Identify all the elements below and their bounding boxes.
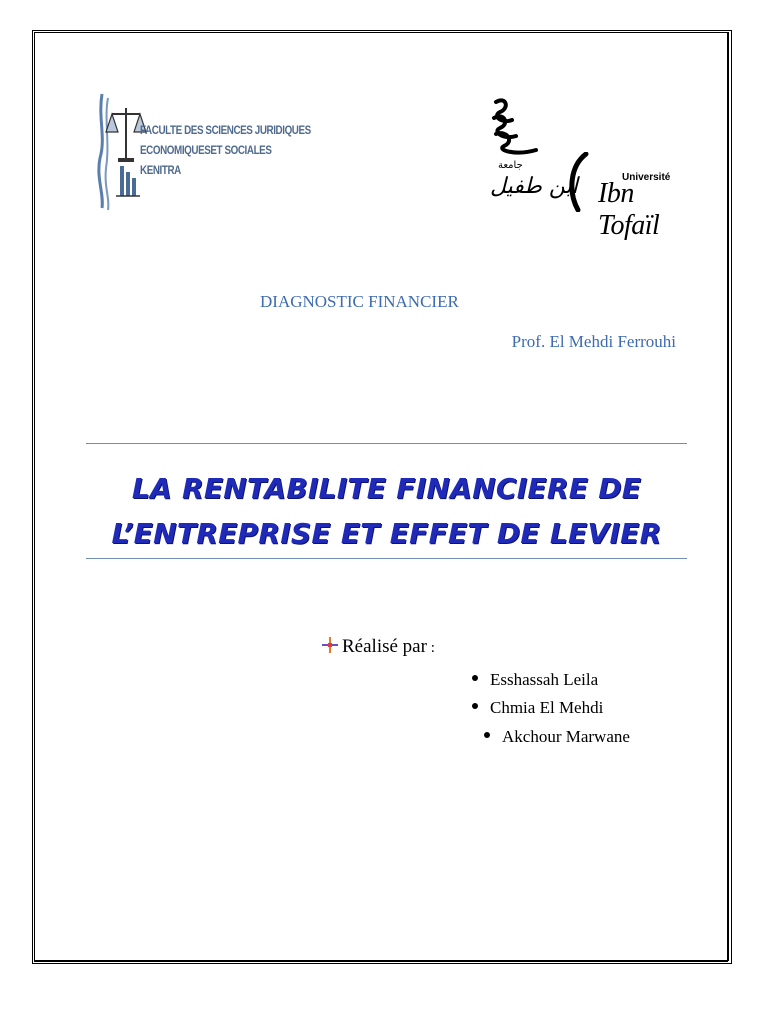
faculty-line-1: FACULTE DES SCIENCES JURIDIQUES <box>140 123 311 137</box>
faculty-line-2: ECONOMIQUESET SOCIALES <box>140 143 272 157</box>
document-title-line-1: LA RENTABILITE FINANCIERE DE <box>131 472 642 505</box>
university-label: Université <box>622 172 671 183</box>
document-title-line-2: L’ENTREPRISE ET EFFET DE LEVIER <box>111 517 662 550</box>
university-arabic-name: ابن طفيل <box>490 174 578 199</box>
author-item <box>472 670 598 690</box>
title-rule-bottom <box>86 558 687 559</box>
professor-name: Prof. El Mehdi Ferrouhi <box>511 332 676 351</box>
bullet-icon <box>472 703 478 709</box>
university-arabic-label: جامعة <box>498 160 523 171</box>
university-name: Ibn Tofaïl <box>598 178 660 241</box>
title-rule-top <box>86 443 687 444</box>
realised-by-colon: : <box>426 640 435 656</box>
calligraphy-waves-icon <box>486 94 566 164</box>
bullet-icon <box>472 675 478 681</box>
university-logo <box>486 94 686 241</box>
faculty-name <box>140 120 311 180</box>
author-name: Akchour Marwane <box>502 727 630 746</box>
faculty-line-3: KENITRA <box>140 163 181 177</box>
author-name: Esshassah Leila <box>490 670 599 689</box>
author-name: Chmia El Mehdi <box>490 698 604 717</box>
bullet-icon <box>484 732 490 738</box>
course-name: DIAGNOSTIC FINANCIER <box>260 292 459 311</box>
star-bullet-icon <box>322 637 338 653</box>
faculty-logo <box>96 88 311 212</box>
realised-by <box>322 636 435 658</box>
realised-by-label: Réalisé par <box>342 636 427 657</box>
author-item <box>472 698 603 718</box>
author-item <box>484 727 630 747</box>
